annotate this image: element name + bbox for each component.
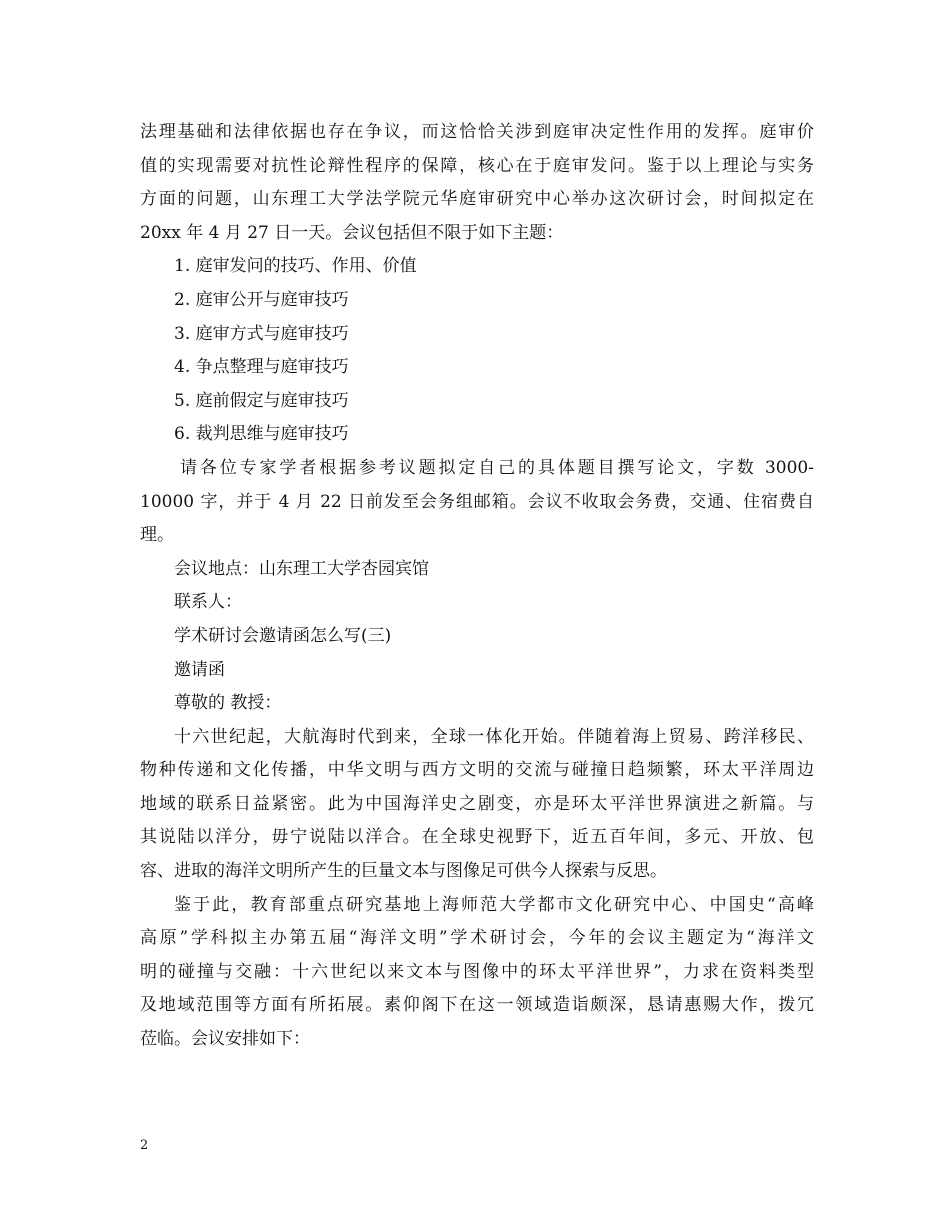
paragraph-line: 明的碰撞与交融：十六世纪以来文本与图像中的环太平洋世界”，力求在资料类型 [140,961,814,982]
paragraph-line: 十六世纪起，大航海时代到来，全球一体化开始。伴随着海上贸易、跨洋移民、 [174,726,814,747]
paragraph-line: 值的实现需要对抗性论辩性程序的保障，核心在于庭审发问。鉴于以上理论与实务 [140,155,814,176]
paragraph-line: 及地域范围等方面有所拓展。素仰阁下在这一领域造诣颇深，恳请惠赐大作，拨冗 [140,995,814,1016]
paragraph-line: 其说陆以洋分，毋宁说陆以洋合。在全球史视野下，近五百年间，多元、开放、包 [140,827,814,848]
paragraph-line: 地域的联系日益紧密。此为中国海洋史之剧变，亦是环太平洋世界演进之新篇。与 [140,793,814,814]
page-number: 2 [140,1138,149,1153]
topic-list-item: 2. 庭审公开与庭审技巧 [174,289,349,310]
topic-list-item: 5. 庭前假定与庭审技巧 [174,390,349,411]
salutation: 尊敬的 教授： [174,693,282,714]
section-heading: 学术研讨会邀请函怎么写(三) [174,625,392,646]
topic-list-item: 1. 庭审发问的技巧、作用、价值 [174,256,417,277]
paragraph-line: 理。 [140,525,174,546]
paragraph-line: 物种传递和文化传播，中华文明与西方文明的交流与碰撞日趋频繁，环太平洋周边 [140,760,814,781]
paragraph-line: 20xx 年 4 月 27 日一天。会议包括但不限于如下主题： [140,222,564,243]
venue-line: 会议地点：山东理工大学杏园宾馆 [174,558,429,579]
paragraph-line: 容、进取的海洋文明所产生的巨量文本与图像足可供今人探索与反思。 [140,861,667,882]
paragraph-line: 法理基础和法律依据也存在争议，而这恰恰关涉到庭审决定性作用的发挥。庭审价 [140,122,814,142]
letter-title: 邀请函 [174,659,225,680]
topic-list-item: 3. 庭审方式与庭审技巧 [174,323,349,344]
document-body [140,116,814,1057]
paragraph-line: 鉴于此，教育部重点研究基地上海师范大学都市文化研究中心、中国史“高峰 [174,894,814,915]
paragraph-line: 莅临。会议安排如下： [140,1029,310,1050]
paragraph-line: 高原”学科拟主办第五届“海洋文明”学术研讨会，今年的会议主题定为“海洋文 [140,928,814,949]
contact-line: 联系人： [174,592,242,613]
topic-list-item: 4. 争点整理与庭审技巧 [174,357,349,378]
topic-list-item: 6. 裁判思维与庭审技巧 [174,424,349,445]
paragraph-line: 请各位专家学者根据参考议题拟定自己的具体题目撰写论文，字数 3000- [180,457,814,478]
paragraph-line: 10000 字，并于 4 月 22 日前发至会务组邮箱。会议不收取会务费，交通、住宿费自 [140,491,814,512]
paragraph-line: 方面的问题，山东理工大学法学院元华庭审研究中心举办这次研讨会，时间拟定在 [140,189,814,210]
